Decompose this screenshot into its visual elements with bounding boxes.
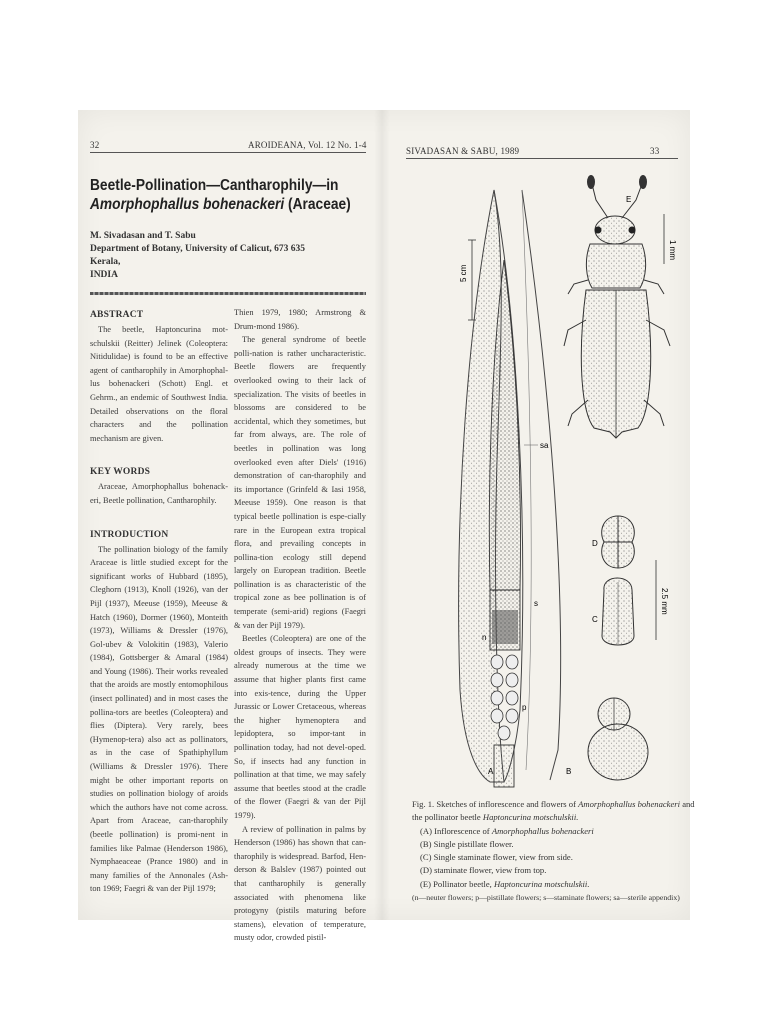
title-species: Amorphophallus bohenackeri [90, 196, 285, 213]
page-gutter [374, 110, 390, 920]
abstract-heading: ABSTRACT [90, 310, 144, 320]
keywords-text: Araceae, Amorphophallus bohenack-eri, Beetle pollination, Cantharophily. [90, 482, 228, 505]
caption-item: (E) Pollinator beetle, Haptoncurina motschulskii. [420, 878, 590, 889]
figure-label-sa: sa [540, 441, 549, 450]
figure-label-B: B [566, 767, 572, 776]
title-line-1: Beetle-Pollination—Cantharophily—in [90, 177, 339, 194]
scale-label: 5 cm [459, 264, 468, 282]
figure-label-A: A [488, 767, 494, 776]
scale-label: 1 mm [668, 240, 677, 260]
body-paragraph: A review of pollination in palms by Henderson (1986) has shown that can-tharophily is widespread. Barfod, Hen-derson & Balslev (1987) pointed out that cantharophily is generally associated with phenomena like protogyny (pistils maturing before stamens), elevation of temperature, musty odor, crowded pistil- [234, 824, 366, 943]
right-header-rule [406, 158, 678, 159]
figure-label-D: D [592, 539, 598, 548]
authors: M. Sivadasan and T. Sabu [90, 231, 196, 241]
abstract-text: The beetle, Haptoncurina mot-schulskii (Reitter) Jelinek (Coleoptera: Nitidulidae) is found to be an effective agent of cantharophily in Amorphophal-lus bohenackeri (Schott) Engl. et Gehrm., an endemic of Southwest India. Detailed observations on the floral characters and the pollination mechanism are given. [90, 325, 228, 443]
staminate-flower-top-view [602, 516, 635, 568]
left-page-number: 32 [90, 140, 100, 150]
figure-label-C: C [592, 615, 598, 624]
header-rule [90, 152, 366, 153]
author-block [90, 230, 370, 282]
title-rule [90, 292, 366, 295]
figure-caption [412, 798, 695, 904]
caption-item: (D) staminate flower, view from top. [420, 865, 547, 876]
paper-title [90, 176, 351, 214]
body-paragraph: The general syndrome of beetle polli-nation is rather uncharacteristic. Beetle flowers are frequently overlooked owing to their lack of specialization. The visits of beetles in blossoms are considered to be accidental, which they sometimes, but far from always, are. The role of beetles in pollination was long overlooked even after Diels' (1916) demonstration of can-tharophily and its importance (Grinfeld & Iasi 1958, Meeuse 1959). One reason is that typical beetle pollination is espe-cially rare in the European extra tropical flora, and prevailing concepts in pollina-tion ecology still depend largely on European tradition. Beetle pollination is as characteristic of the tropical zone as bee pollination is of temperate (semi-arid) regions (Faegri & van der Pijl 1979). [234, 335, 366, 630]
scanned-page-spread [78, 110, 695, 943]
right-page-number: 33 [650, 146, 660, 156]
affiliation-line: Department of Botany, University of Calicut, 673 635 [90, 244, 306, 254]
figure-illustration [408, 170, 680, 800]
introduction-text: The pollination biology of the family Araceae is little studied except for the significant works of Hubbard (1895), Cleghorn (1913), Knoll (1926), van der Pijl (1937), Meeuse (1959), Meeuse & Hatch (1960), Dormer (1960), Monteith (1973), Williams & Dressler (1976), Gol-ubev & Volokitin (1983), Valerio (1984), Gottsberger & Amaral (1984) and Young (1986). Their works revealed that the aroids are mostly entomophilous (insect pollinated) and in most cases the pollina-tors are beetles (Coleoptera) and flies (Diptera). Very rarely, bees (Hymenop-tera) also act as pollinators, as in the case of Spathiphyllum (Williams & Dressler 1976). There might be other important reports on studies on pollination biology of aroids which the authors have not come across. Apart from Araceae, can-tharophily (beetle pollination) is promi-nent in families like Palmae (Henderson 1986), Nymphaeaceae (Prance 1980) and in many families of the Annonales (Ash-ton 1969; Faegri & van der Pijl 1979; [90, 544, 228, 894]
scale-label: 2.5 mm [660, 588, 669, 615]
figure-label-s: s [534, 599, 538, 608]
left-column [90, 310, 228, 896]
title-line-2 [90, 195, 351, 214]
figure-label-n: n [482, 633, 487, 642]
right-column [234, 306, 366, 945]
caption-line: the pollinator beetle Haptoncurina motschulskii. [412, 812, 579, 823]
figure-label-p: p [522, 703, 527, 712]
beetle-drawing [564, 175, 670, 438]
caption-item: (C) Single staminate flower, view from side. [420, 852, 573, 863]
caption-line: Fig. 1. Sketches of inflorescence and flowers of Amorphophallus bohenackeri and [412, 799, 695, 809]
caption-legend: (n—neuter flowers; p—pistillate flowers; s—staminate flowers; sa—sterile appendix) [412, 893, 680, 903]
pistillate-flower [588, 698, 648, 780]
right-running-head: SIVADASAN & SABU, 1989 [406, 146, 520, 156]
body-paragraph: Beetles (Coleoptera) are one of the oldest groups of insects. They were already numerous at the time we assume that higher plants first came into exis-tence, during the Upper Jurassic or Lower Cretaceous, whereas the higher hymenoptera and lepidoptera, so impor-tant in pollination today, had not devel-oped. So, if insects had any function in pollination at that time, we may safely assume that beetles stood at the cradle of the flower (Faegri & van der Pijl 1979). [234, 634, 366, 820]
body-paragraph: Thien 1979, 1980; Armstrong & Drum-mond 1986). [234, 308, 366, 331]
affiliation-line: Kerala, [90, 257, 121, 267]
staminate-flower-side-view [602, 578, 634, 645]
keywords-heading: KEY WORDS [90, 467, 151, 478]
figure-label-E: E [626, 195, 632, 204]
affiliation-line: INDIA [90, 270, 118, 280]
inflorescence-drawing [459, 190, 561, 787]
caption-item: (B) Single pistillate flower. [420, 838, 514, 849]
left-running-head: AROIDEANA, Vol. 12 No. 1-4 [248, 140, 367, 150]
title-family: (Araceae) [284, 196, 351, 213]
caption-item: (A) Inflorescence of Amorphophallus bohenackeri [420, 825, 594, 836]
introduction-heading: INTRODUCTION [90, 529, 169, 540]
